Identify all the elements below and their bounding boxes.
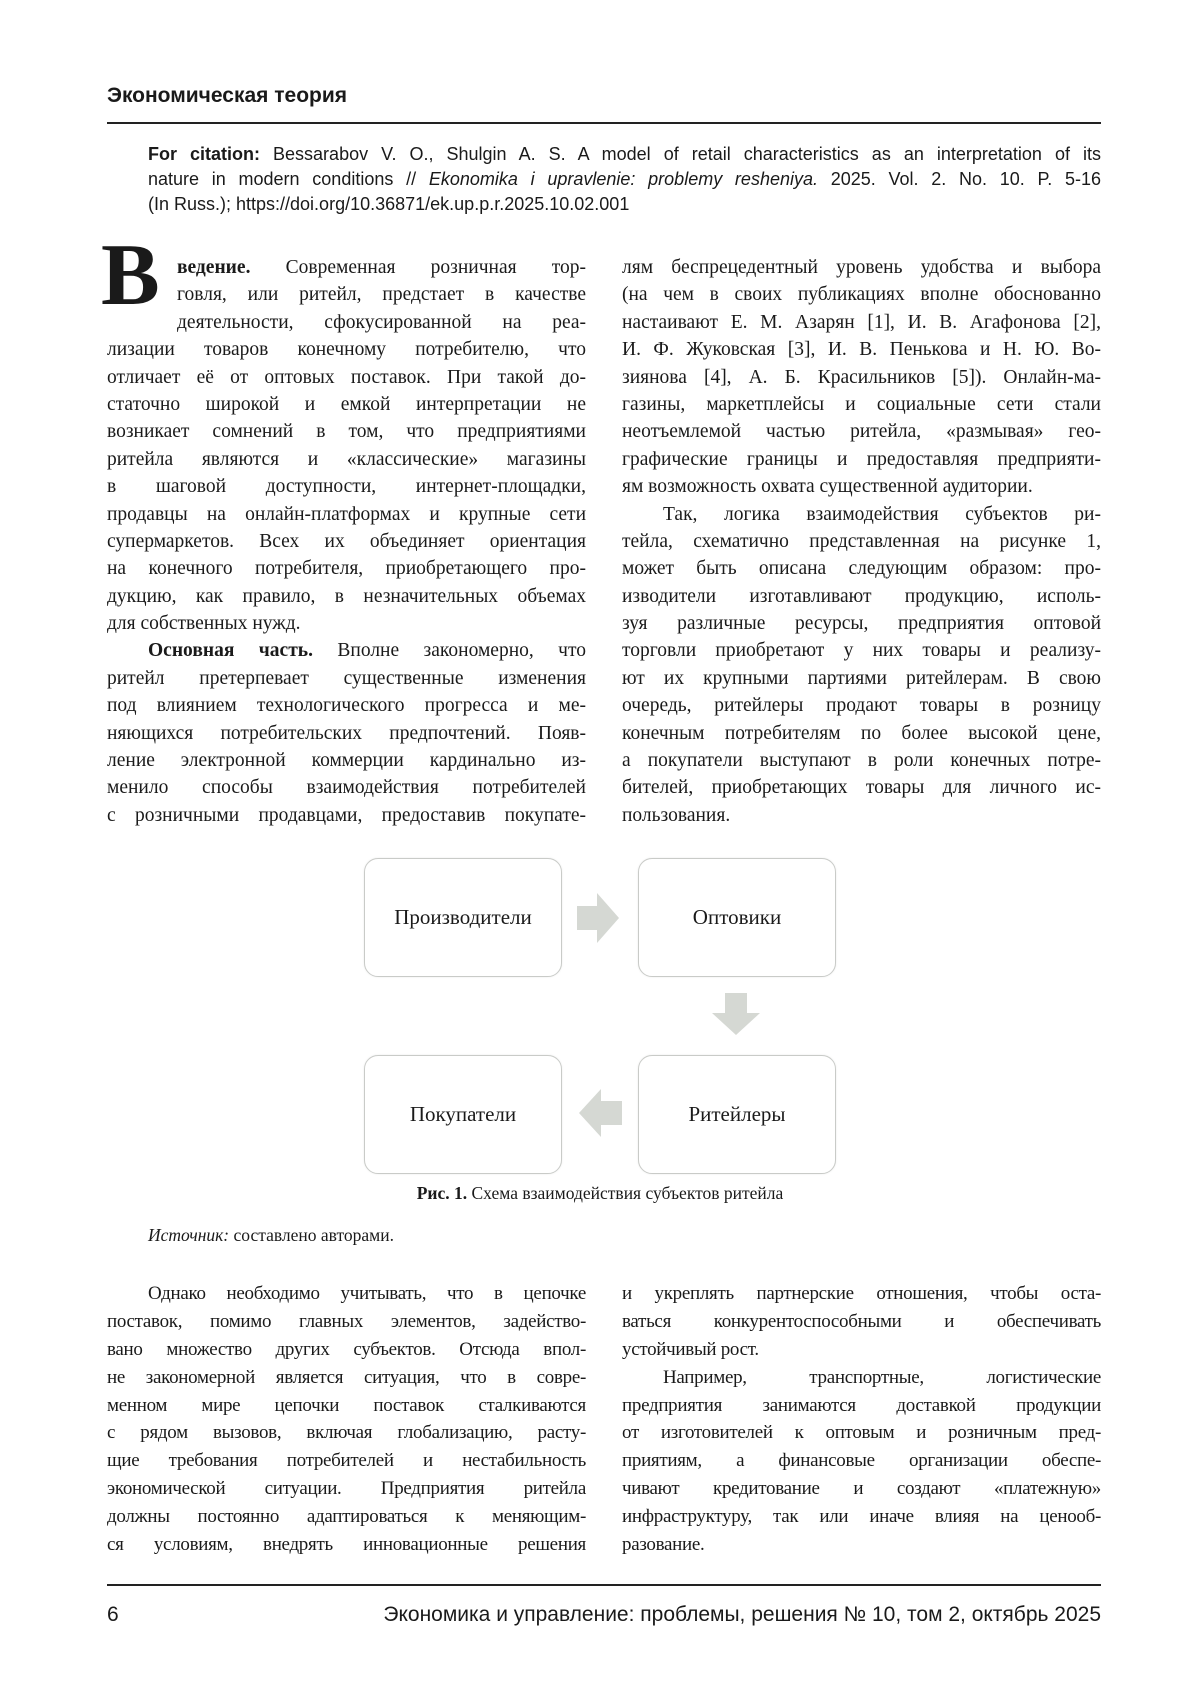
source-text: составлено авторами. <box>229 1225 394 1245</box>
text-line: а покупатели выступают в роли конечных потре- <box>622 750 1101 772</box>
text-line: графические границы и предоставляя предприяти- <box>622 448 1101 470</box>
section-title: Экономическая теория <box>107 84 348 107</box>
page-number: 6 <box>107 1603 119 1626</box>
text-line: в шаговой доступности, интернет-площадки, <box>107 476 586 498</box>
text-line: под влиянием технологического прогресса и ме- <box>107 695 586 717</box>
intro-text: Современная розничная тор- <box>250 257 586 278</box>
text-line: устойчивый рост. <box>622 1338 759 1360</box>
text-line: менном мире цепочки поставок сталкиваются <box>107 1394 586 1416</box>
source-label: Источник: <box>148 1225 230 1245</box>
text-line: должны постоянно адаптироваться к меняющим- <box>107 1506 586 1528</box>
intro-heading: ведение. <box>177 257 251 278</box>
citation-doi[interactable]: (In Russ.); https://doi.org/10.36871/ek.up.p.r.2025.10.02.001 <box>148 194 630 214</box>
drop-cap: В <box>101 227 160 324</box>
box-buyers: Покупатели <box>364 1055 562 1174</box>
text-line: на конечного потребителя, приобретающего про- <box>107 558 586 580</box>
box-retailers: Ритейлеры <box>638 1055 836 1174</box>
bottom-right-column <box>622 1280 1101 1559</box>
text-line: И. Ф. Жуковская [3], И. В. Пенькова и Н. Ю. Во- <box>622 339 1101 361</box>
text-line: вано множество других субъектов. Отсюда впол- <box>107 1338 586 1360</box>
box-producers: Производители <box>364 858 562 977</box>
right-paragraph-1 <box>622 254 1101 501</box>
left-column <box>107 254 586 829</box>
text-line: зуя различные ресурсы, предприятия оптовой <box>622 613 1101 635</box>
text-line: супермаркетов. Всех их объединяет ориентация <box>107 530 586 552</box>
text-line: инфраструктуру, так или иначе влияя на ценооб- <box>622 1506 1101 1528</box>
main-part-paragraph <box>107 665 586 829</box>
text-line: тейла, схематично представленная на рисунке 1, <box>622 530 1101 552</box>
header-divider <box>107 122 1101 124</box>
text-line: Так, логика взаимодействия субъектов ри- <box>663 503 1101 525</box>
intro-first-line <box>107 254 586 281</box>
citation-text: Bessarabov V. O., Shulgin A. S. A model of retail characteristics as an interpretation of its <box>260 144 1101 164</box>
text-line: для собственных нужд. <box>107 613 301 635</box>
text-line: возникает сомнений в том, что предприятиями <box>107 421 586 443</box>
text-line: разование. <box>622 1534 705 1556</box>
right-paragraph-2 <box>622 501 1101 830</box>
text-line: чивают кредитование и создают «платежную» <box>622 1478 1101 1500</box>
text-line: может быть описана следующим образом: про- <box>622 558 1101 580</box>
footer-divider <box>107 1584 1101 1586</box>
text-line: от изготовителей к оптовым и розничным пред- <box>622 1422 1101 1444</box>
text-line: Например, транспортные, логистические <box>663 1366 1101 1388</box>
text-line: ритейла являются и «классические» магазины <box>107 448 586 470</box>
citation-text: 2025. Vol. 2. No. 10. P. 5-16 <box>817 169 1101 189</box>
text-line: ся условиям, внедрять инновационные решения <box>107 1534 586 1556</box>
intro-paragraph <box>107 281 586 637</box>
text-line: неотъемлемой частью ритейла, «размывая» гео- <box>622 421 1101 443</box>
main-part-first-line <box>107 637 586 664</box>
text-line: изводители изготавливают продукцию, исполь- <box>622 585 1101 607</box>
text-line: статочно широкой и емкой интерпретации не <box>107 393 586 415</box>
text-line: бителей, приобретающих товары для личного ис- <box>622 777 1101 799</box>
text-line: конечным потребителям по более высокой цене, <box>622 722 1101 744</box>
right-column <box>622 254 1101 829</box>
text-line: дукцию, как правило, в незначительных объемах <box>107 585 586 607</box>
text-line: приятиям, а финансовые организации обеспе- <box>622 1450 1101 1472</box>
text-line: деятельности, сфокусированной на реа- <box>177 311 586 333</box>
citation-text: nature in modern conditions // <box>148 169 429 189</box>
text-line: газины, маркетплейсы и социальные сети стали <box>622 393 1101 415</box>
text-line: ление электронной коммерции кардинально из- <box>107 750 586 772</box>
text-line: с рядом вызовов, включая глобализацию, расту- <box>107 1422 586 1444</box>
text-line: очередь, ритейлеры продают товары в розницу <box>622 695 1101 717</box>
text-line: ям возможность охвата существенной аудитории. <box>622 476 1033 498</box>
text-line: ритейл претерпевает существенные изменения <box>107 667 586 689</box>
text-line: предприятия занимаются доставкой продукции <box>622 1394 1101 1416</box>
text-line: торговли приобретают у них товары и реализу- <box>622 640 1101 662</box>
citation-block <box>148 142 1101 217</box>
text-line: отличает её от оптовых поставок. При такой до- <box>107 366 586 388</box>
text-line: пользования. <box>622 804 731 826</box>
figure-source <box>148 1225 394 1246</box>
text-line: ваться конкурентоспособными и обеспечивать <box>622 1310 1101 1332</box>
text-line: и укреплять партнерские отношения, чтобы оста- <box>622 1283 1101 1304</box>
text-line: настаивают Е. М. Азарян [1], И. В. Агафонова [2], <box>622 311 1101 333</box>
box-wholesalers: Оптовики <box>638 858 836 977</box>
citation-line <box>148 167 1101 192</box>
citation-label: For citation: <box>148 144 261 164</box>
text-line: зиянова [4], А. Б. Красильников [5]). Онлайн-ма- <box>622 366 1101 388</box>
text-line: поставок, помимо главных элементов, задейство- <box>107 1310 586 1332</box>
caption-text: Схема взаимодействия субъектов ритейла <box>467 1183 784 1203</box>
citation-line <box>148 142 1101 167</box>
text-line: лизации товаров конечному потребителю, что <box>107 339 586 361</box>
citation-journal: Ekonomika i upravlenie: problemy resheniya. <box>428 169 818 189</box>
bottom-left-paragraph <box>107 1280 586 1559</box>
text-line: не закономерной является ситуация, что в совре- <box>107 1366 586 1388</box>
caption-label: Рис. 1. <box>416 1183 468 1203</box>
text-line: няющихся потребительских предпочтений. Появ- <box>107 722 586 744</box>
bottom-right-paragraph-2 <box>622 1364 1101 1559</box>
text-line: щие требования потребителей и нестабильность <box>107 1450 586 1472</box>
text-line: Однако необходимо учитывать, что в цепочке <box>148 1283 586 1304</box>
text-line: лям беспрецедентный уровень удобства и выбора <box>622 257 1101 278</box>
arrow-left-icon <box>579 1089 622 1137</box>
text-line: ют их крупными партиями ритейлерам. В свою <box>622 667 1101 689</box>
figure-caption <box>0 1183 1200 1204</box>
text-line: с розничными продавцами, предоставив покупате- <box>107 804 586 826</box>
footer-journal: Экономика и управление: проблемы, решения № 10, том 2, октябрь 2025 <box>383 1603 1101 1626</box>
text-line: продавцы на онлайн-платформах и крупные сети <box>107 503 586 525</box>
text-line: менило способы взаимодействия потребителей <box>107 777 586 799</box>
bottom-right-paragraph-1 <box>622 1280 1101 1364</box>
bottom-left-column <box>107 1280 586 1559</box>
text-line: (на чем в своих публикациях вполне обоснованно <box>622 284 1101 306</box>
main-part-heading: Основная часть. <box>148 640 313 662</box>
arrow-right-icon <box>577 893 619 943</box>
text-line: говля, или ритейл, предстает в качестве <box>177 284 586 306</box>
arrow-down-icon <box>712 993 760 1035</box>
main-part-text: Вполне закономерно, что <box>312 640 586 662</box>
text-line: экономической ситуации. Предприятия ритейла <box>107 1478 586 1500</box>
